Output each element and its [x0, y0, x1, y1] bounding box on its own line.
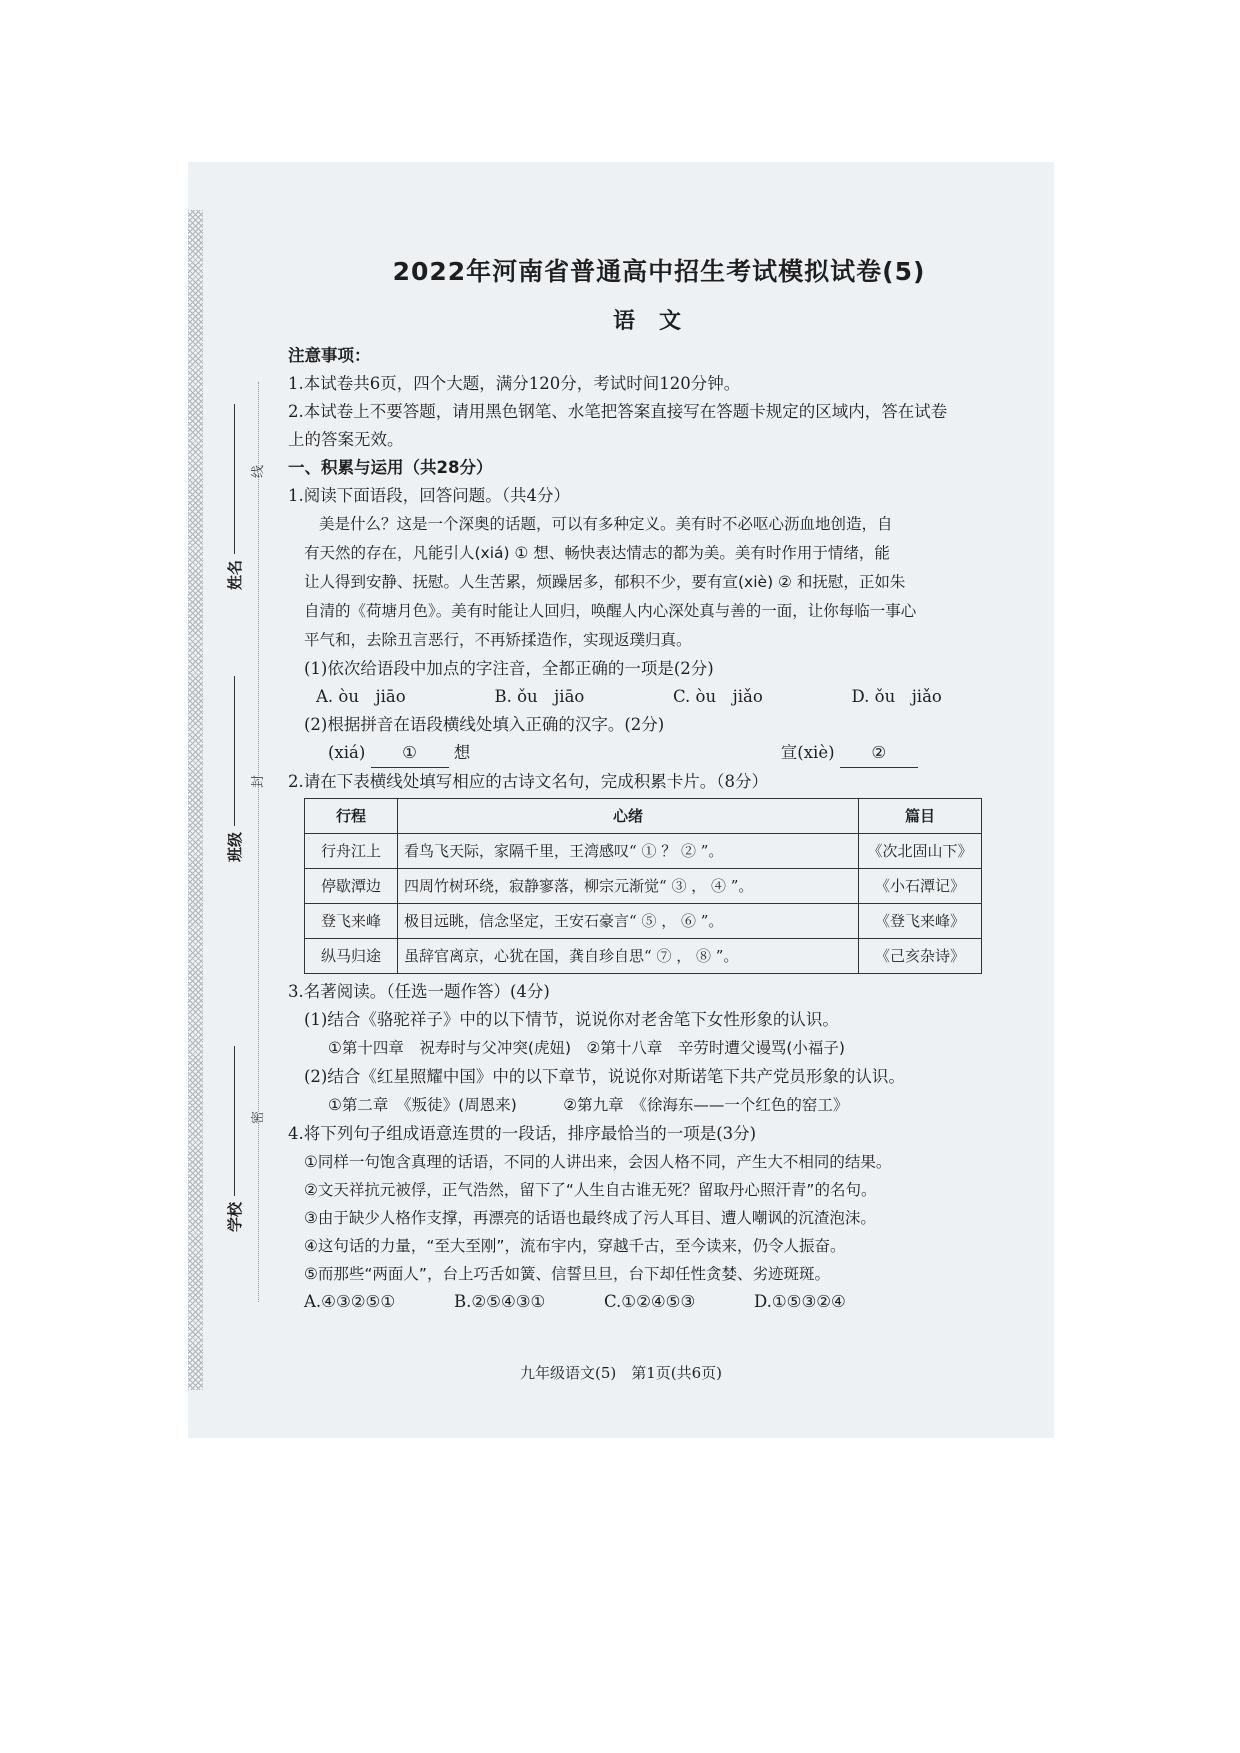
passage-line: 平气和，去除丑言恶行，不再矫揉造作，实现返璞归真。 [304, 631, 692, 649]
q4-options [288, 1288, 1030, 1316]
option-b: B. ǒu jiāo [494, 687, 585, 706]
option-a: A. òu jiāo [316, 687, 406, 706]
section-heading: 一、积累与运用（共28分） [288, 458, 493, 477]
school-line [234, 1046, 235, 1196]
table-header-row [305, 799, 982, 834]
fill-a-prefix: (xiá) [328, 743, 366, 762]
option-d: D.①⑤③②④ [754, 1292, 846, 1311]
table-row [305, 904, 982, 939]
note-item: 1.本试卷共6页，四个大题，满分120分，考试时间120分钟。 [288, 374, 741, 393]
table-cell: 《小石潭记》 [859, 869, 982, 904]
class-field [224, 676, 245, 862]
q4-sentence: ③由于缺少人格作支撑，再漂亮的话语也最终成了污人耳目、遭人嘲讽的沉渣泡沫。 [304, 1209, 876, 1227]
name-field [224, 404, 245, 590]
school-field [224, 1046, 245, 1232]
q4-sentence: ④这句话的力量，“至大至刚”，流布宇内，穿越千古，至今读来，仍令人振奋。 [304, 1237, 846, 1255]
q4-sentence: ①同样一句饱含真理的话语，不同的人讲出来，会因人格不同，产生大不相同的结果。 [304, 1153, 892, 1171]
accumulation-table [304, 798, 982, 974]
q4-sentence: ⑤而那些“两面人”，台上巧舌如簧、信誓旦旦，台下却任性贪婪、劣迹斑斑。 [304, 1265, 830, 1283]
passage-line: 让人得到安静、抚慰。人生苦累，烦躁居多，郁积不少，要有宣(xiè) ② 和抚慰，正如朱 [304, 573, 906, 591]
q1-stem: 1.阅读下面语段，回答问题。（共4分） [288, 486, 570, 505]
table-cell: 停歇潭边 [305, 869, 398, 904]
q3-option-b: (2)结合《红星照耀中国》中的以下章节，说说你对斯诺笔下共产党员形象的认识。 [304, 1067, 905, 1086]
table-cell: 《次北固山下》 [859, 834, 982, 869]
table-cell: 《登飞来峰》 [859, 904, 982, 939]
q3-option-b-items: ①第二章 《叛徒》(周恩来) ②第九章 《徐海东——一个红色的窑工》 [328, 1096, 849, 1114]
table-row [305, 834, 982, 869]
q1-options [288, 683, 1030, 711]
passage-line: 美是什么？这是一个深奥的话题，可以有多种定义。美有时不必呕心沥血地创造，自 [319, 515, 893, 533]
class-line [234, 676, 235, 826]
table-cell: 《己亥杂诗》 [859, 939, 982, 974]
passage-line: 有天然的存在，凡能引人(xiá) ① 想、畅快表达情志的都为美。美有时作用于情绪，能 [304, 544, 890, 562]
exam-content [288, 258, 1030, 1316]
passage-line: 自清的《荷塘月色》。美有时能让人回归，唤醒人内心深处真与善的一面，让你每临一事心 [304, 602, 917, 620]
table-cell: 纵马归途 [305, 939, 398, 974]
cut-mark-seal2: 密 [251, 1110, 267, 1125]
fill-a-suffix: 想 [453, 743, 471, 762]
option-b: B.②⑤④③① [454, 1292, 546, 1311]
table-cell: 行舟江上 [305, 834, 398, 869]
fill-b-blank: ② [840, 739, 918, 768]
cut-mark-seal: 封 [251, 774, 267, 789]
table-header: 心绪 [398, 799, 859, 834]
q2-stem: 2.请在下表横线处填写相应的古诗文名句，完成积累卡片。（8分） [288, 772, 768, 791]
q1-fill-row [288, 739, 1030, 768]
table-row [305, 939, 982, 974]
exam-subject: 语文 [612, 309, 705, 334]
table-cell: 看鸟飞天际，家隔千里，王湾感叹“ ① ？ ② ”。 [398, 834, 859, 869]
table-cell: 四周竹树环绕，寂静寥落，柳宗元渐觉“ ③ ， ④ ”。 [398, 869, 859, 904]
name-label: 姓名 [226, 559, 244, 590]
page-footer: 九年级语文(5) 第1页(共6页) [519, 1364, 723, 1382]
table-row [305, 869, 982, 904]
class-label: 班级 [226, 831, 244, 862]
table-header: 篇目 [859, 799, 982, 834]
option-a: A.④③②⑤① [304, 1292, 396, 1311]
q4-sentence: ②文天祥抗元被俘，正气浩然，留下了“人生自古谁无死？留取丹心照汗青”的名句。 [304, 1181, 877, 1199]
exam-paper [188, 162, 1054, 1438]
note-item: 上的答案无效。 [288, 430, 404, 449]
q3-option-a-items: ①第十四章 祝寿时与父冲突(虎妞) ②第十八章 辛劳时遭父谩骂(小福子) [328, 1039, 845, 1057]
fill-a-blank: ① [371, 739, 449, 768]
note-item: 2.本试卷上不要答题，请用黑色钢笔、水笔把答案直接写在答题卡规定的区域内，答在试卷 [288, 402, 948, 421]
cut-mark-line: 线 [251, 464, 267, 479]
school-label: 学校 [226, 1201, 244, 1232]
q3-stem: 3.名著阅读。（任选一题作答）(4分) [288, 982, 550, 1001]
q1-passage [288, 510, 1030, 655]
q4-stem: 4.将下列句子组成语意连贯的一段话，排序最恰当的一项是(3分) [288, 1124, 757, 1143]
notes-heading: 注意事项： [288, 346, 371, 365]
option-c: C.①②④⑤③ [604, 1292, 696, 1311]
binding-strip [188, 210, 203, 1390]
option-c: C. òu jiǎo [673, 687, 763, 706]
cut-line [258, 382, 259, 1302]
q1-sub1: (1)依次给语段中加点的字注音，全都正确的一项是(2分) [304, 659, 714, 678]
table-cell: 虽辞官离京，心犹在国，龚自珍自思“ ⑦ ， ⑧ ”。 [398, 939, 859, 974]
name-line [234, 404, 235, 554]
table-cell: 极目远眺，信念坚定，王安石豪言“ ⑤ ， ⑥ ”。 [398, 904, 859, 939]
q3-option-a: (1)结合《骆驼祥子》中的以下情节，说说你对老舍笔下女性形象的认识。 [304, 1010, 839, 1029]
table-cell: 登飞来峰 [305, 904, 398, 939]
table-header: 行程 [305, 799, 398, 834]
fill-b-prefix: 宣(xiè) [780, 743, 835, 762]
option-d: D. ǒu jiǎo [851, 687, 942, 706]
exam-title: 2022年河南省普通高中招生考试模拟试卷(5) [392, 257, 926, 286]
q1-sub2: (2)根据拼音在语段横线处填入正确的汉字。(2分) [304, 715, 665, 734]
